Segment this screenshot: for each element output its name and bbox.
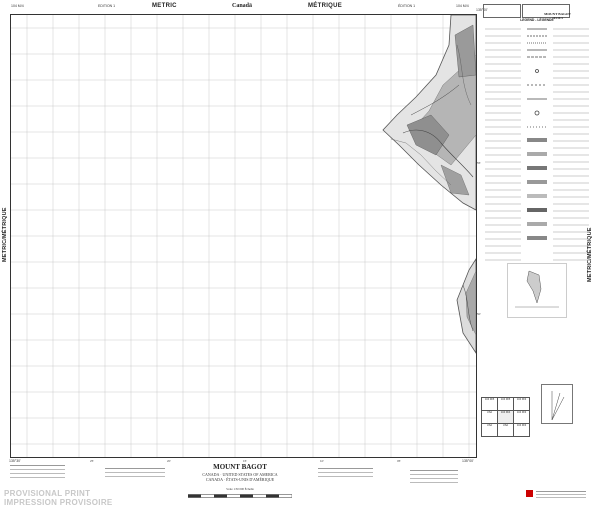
- header-info-box: [483, 4, 521, 18]
- metrique-label: MÉTRIQUE: [308, 3, 343, 9]
- index-cell: USA: [497, 423, 514, 437]
- sheet-id-left: 104 M/4: [11, 4, 24, 8]
- canada-wordmark: Canadä: [232, 3, 253, 9]
- grid-lines: [11, 15, 476, 457]
- index-cell: 104 M/3: [513, 410, 530, 424]
- agency-block: [536, 490, 586, 498]
- map-drawing: [11, 15, 476, 457]
- declination-diagram: [541, 384, 573, 424]
- provisional-print-label-fr: IMPRESSION PROVISOIRE: [4, 498, 113, 507]
- corner-coord-bottom-left: 135°30': [9, 459, 21, 463]
- legend-panel: [481, 18, 593, 293]
- index-map: [481, 397, 529, 439]
- map-title: MOUNT BAGOT: [213, 463, 267, 471]
- right-sheet-id: 104 M/4: [552, 16, 563, 20]
- index-cell: USA: [481, 410, 498, 424]
- side-label-right: METRIC/MÉTRIQUE: [587, 227, 593, 282]
- index-cell: 104 M/5: [497, 397, 514, 411]
- info-block-center-right: [318, 466, 373, 488]
- info-block-center-left: [105, 466, 165, 488]
- right-map-name: MOUNT BAGOT: [544, 12, 571, 16]
- side-label-left: METRIC/MÉTRIQUE: [2, 207, 8, 262]
- scale-bar: [188, 494, 292, 499]
- index-cell-current: 104 M/4: [497, 410, 514, 424]
- tick-bottom-25: 25': [90, 459, 94, 463]
- tick-bottom-10: 10': [320, 459, 324, 463]
- tick-right-50: 50': [477, 312, 481, 316]
- tick-bottom-20: 20': [167, 459, 171, 463]
- info-block-right: [410, 468, 458, 492]
- provisional-print-label: PROVISIONAL PRINT: [4, 489, 91, 498]
- tick-right-55: 55': [477, 161, 481, 165]
- corner-coord-bottom-right: 135°00': [462, 459, 474, 463]
- location-map: [507, 263, 567, 318]
- terrain-south: [457, 259, 476, 353]
- index-cell: 104 M/3: [513, 423, 530, 437]
- edition-left: EDITION 1: [98, 4, 116, 8]
- index-cell: USA: [481, 423, 498, 437]
- tick-bottom-15: 15': [243, 459, 247, 463]
- legend-symbols: [481, 26, 593, 296]
- corner-coord-top-right: 135°00': [476, 8, 488, 12]
- info-block-left: [10, 461, 65, 483]
- tick-bottom-05: 05': [397, 459, 401, 463]
- flag-icon: [526, 490, 533, 497]
- map-frame[interactable]: [10, 14, 477, 458]
- sheet-id-right: 104 M/4: [456, 4, 469, 8]
- metric-label: METRIC: [152, 3, 177, 9]
- index-cell: 104 M/5: [481, 397, 498, 411]
- map-subtitle-en: CANADA · UNITED STATES OF AMERICA: [202, 472, 278, 477]
- terrain-north: [383, 15, 476, 210]
- index-cell: 104 M/3: [513, 397, 530, 411]
- map-scale: Scale 1:50 000 Échelle: [226, 487, 254, 491]
- declination-arrows: [542, 385, 572, 423]
- title-block-right: [520, 12, 595, 20]
- map-subtitle-fr: CANADA · ÉTATS-UNIS D'AMÉRIQUE: [205, 477, 275, 482]
- edition-right: ÉDITION 1: [398, 4, 416, 8]
- legend-title: LEGEND - LÉGENDE: [520, 18, 554, 22]
